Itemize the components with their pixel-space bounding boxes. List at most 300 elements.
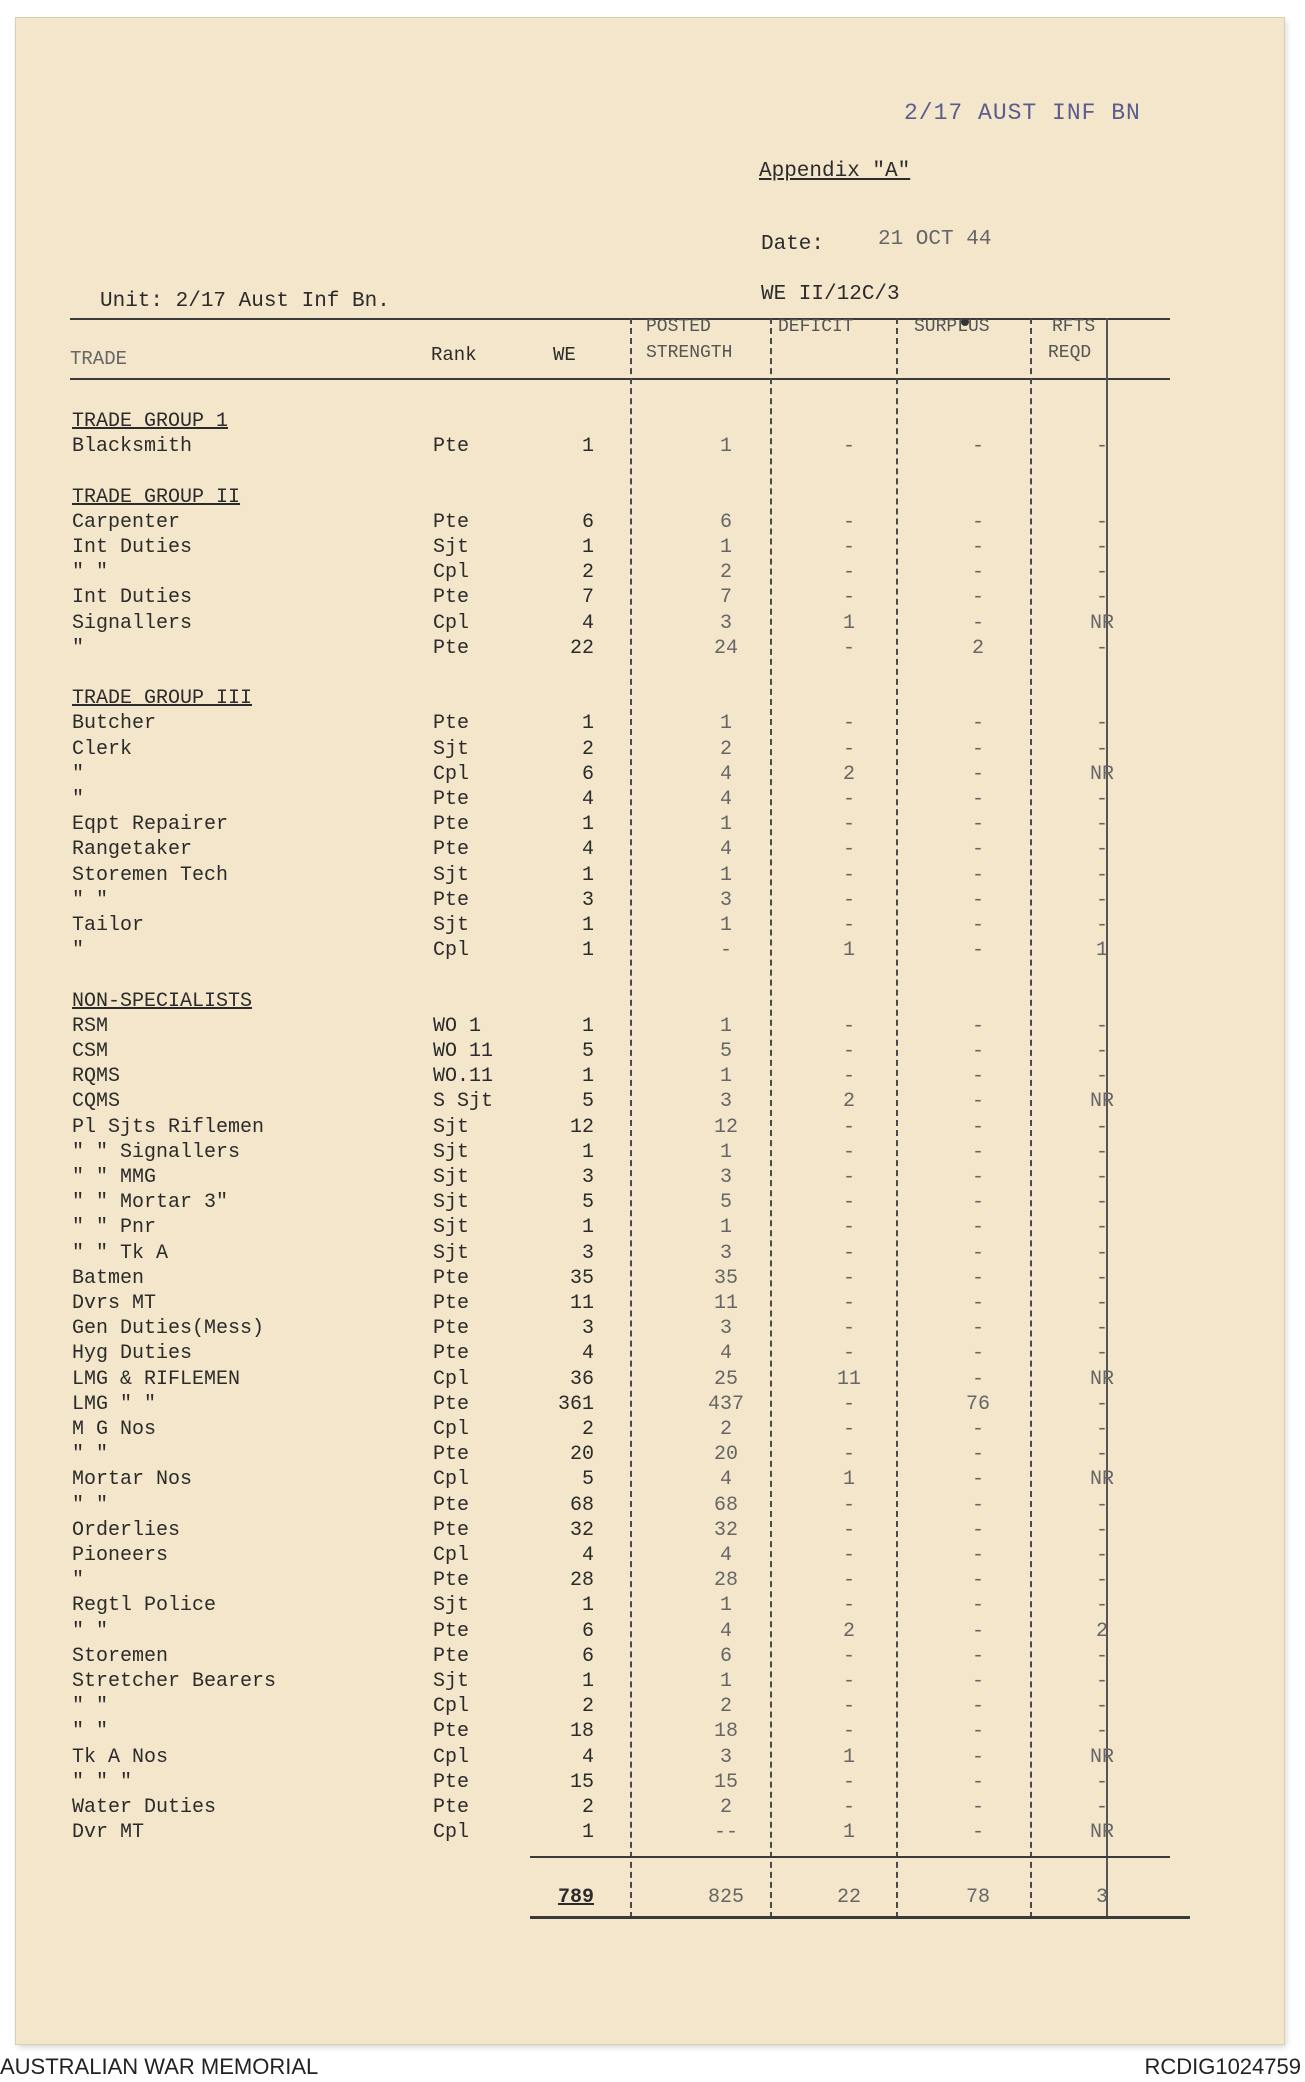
rank-cell: Cpl [433,1746,470,1769]
deficit-cell: - [842,1040,855,1063]
deficit-cell: - [842,1771,855,1794]
we-cell: 361 [557,1393,594,1416]
trade-cell: " " Signallers [72,1141,241,1164]
posted-strength-cell: 24 [713,637,738,660]
rank-cell: Cpl [433,1821,470,1844]
rank-cell: Pte [433,1494,470,1517]
surplus-cell: - [971,1191,984,1214]
rfts-reqd-cell: NR [1089,763,1114,786]
deficit-cell: 1 [842,612,855,635]
we-cell: 6 [581,511,594,534]
surplus-cell: - [971,838,984,861]
surplus-cell: - [971,435,984,458]
table-row [16,738,1284,762]
deficit-cell: - [842,1116,855,1139]
surplus-cell: - [971,1594,984,1617]
table-row [16,1746,1284,1770]
surplus-cell: - [971,1166,984,1189]
rank-cell: Pte [433,889,470,912]
rfts-reqd-cell: - [1095,813,1108,836]
posted-strength-cell: 3 [719,1166,732,1189]
header-posted-2: STRENGTH [646,343,733,363]
surplus-cell: - [971,1645,984,1668]
we-cell: 22 [569,637,594,660]
trade-cell: Hyg Duties [72,1342,193,1365]
posted-strength-cell: 1 [719,914,732,937]
rank-cell: WO 1 [433,1015,482,1038]
surplus-cell: - [971,1368,984,1391]
header-we: WE [553,344,576,366]
document-title: Appendix "A" [759,160,911,183]
table-row [16,1166,1284,1190]
rfts-reqd-cell: - [1095,1191,1108,1214]
posted-strength-cell: 3 [719,1242,732,1265]
rfts-reqd-cell: NR [1089,1821,1114,1844]
posted-strength-cell: 3 [719,1090,732,1113]
table-row [16,1267,1284,1291]
we-cell: 4 [581,612,594,635]
trade-cell: TRADE GROUP II [72,486,241,509]
we-cell: 35 [569,1267,594,1290]
posted-strength-cell: 1 [719,1015,732,1038]
posted-strength-cell: 1 [719,435,732,458]
trade-cell: " [72,788,85,811]
surplus-cell: - [971,1267,984,1290]
we-cell: 20 [569,1443,594,1466]
deficit-cell: - [842,1166,855,1189]
we-cell: 36 [569,1368,594,1391]
we-cell: 2 [581,561,594,584]
posted-strength-cell: 28 [713,1569,738,1592]
table-row [16,1796,1284,1820]
rfts-reqd-cell: - [1095,1418,1108,1441]
unit-name: Unit: 2/17 Aust Inf Bn. [100,290,390,313]
surplus-cell: - [971,1544,984,1567]
trade-cell: " " " [72,1771,133,1794]
table-row [16,1594,1284,1618]
deficit-cell: - [842,1645,855,1668]
deficit-cell: - [842,435,855,458]
rank-cell: Pte [433,1267,470,1290]
deficit-cell: - [842,1418,855,1441]
trade-cell: " [72,763,85,786]
rank-cell: Pte [433,838,470,861]
posted-strength-cell: -- [713,1821,738,1844]
rfts-reqd-cell: - [1095,1292,1108,1315]
rfts-reqd-cell: - [1095,1594,1108,1617]
deficit-cell: - [842,864,855,887]
posted-strength-cell: 2 [719,1695,732,1718]
surplus-cell: - [971,1292,984,1315]
rfts-reqd-cell: - [1095,1141,1108,1164]
table-row [16,1216,1284,1240]
trade-cell: " " Mortar 3" [72,1191,229,1214]
we-cell: 12 [569,1116,594,1139]
rank-cell: Pte [433,1317,470,1340]
posted-strength-cell: 32 [713,1519,738,1542]
we-cell: 3 [581,1317,594,1340]
we-cell: 32 [569,1519,594,1542]
surplus-cell: - [971,1670,984,1693]
we-cell: 1 [581,939,594,962]
deficit-cell: - [842,1216,855,1239]
posted-strength-cell: 25 [713,1368,738,1391]
footer-source: AUSTRALIAN WAR MEMORIAL [0,2054,319,2079]
table-row [16,1771,1284,1795]
we-cell: 68 [569,1494,594,1517]
trade-cell: TRADE GROUP III [72,687,253,710]
deficit-cell: 2 [842,1620,855,1643]
trade-cell: " " MMG [72,1166,157,1189]
trade-cell: TRADE GROUP 1 [72,410,229,433]
we-cell: 6 [581,1645,594,1668]
deficit-cell: 1 [842,939,855,962]
posted-strength-cell: - [719,939,732,962]
trade-cell: Storemen [72,1645,169,1668]
deficit-cell: - [842,1594,855,1617]
posted-strength-cell: 7 [719,586,732,609]
table-row [16,1292,1284,1316]
surplus-cell: - [971,561,984,584]
trade-cell: LMG " " [72,1393,157,1416]
total-we: 789 [557,1886,594,1909]
rfts-reqd-cell: - [1095,889,1108,912]
surplus-cell: - [971,1443,984,1466]
date-label: Date: [761,233,825,256]
posted-strength-cell: 1 [719,1141,732,1164]
table-row [16,637,1284,661]
surplus-cell: - [971,1090,984,1113]
surplus-cell: - [971,586,984,609]
trade-cell: " " [72,1695,109,1718]
posted-strength-cell: 4 [719,1468,732,1491]
rfts-reqd-cell: - [1095,1267,1108,1290]
deficit-cell: - [842,561,855,584]
posted-strength-cell: 20 [713,1443,738,1466]
rfts-reqd-cell: - [1095,838,1108,861]
posted-strength-cell: 4 [719,788,732,811]
surplus-cell: - [971,1116,984,1139]
table-row [16,1242,1284,1266]
we-cell: 1 [581,1065,594,1088]
we-cell: 5 [581,1090,594,1113]
trade-cell: M G Nos [72,1418,157,1441]
we-cell: 3 [581,889,594,912]
surplus-cell: - [971,1821,984,1844]
rfts-reqd-cell: - [1095,1166,1108,1189]
we-cell: 6 [581,763,594,786]
surplus-cell: - [971,1695,984,1718]
deficit-cell: - [842,1292,855,1315]
table-row [16,511,1284,535]
posted-strength-cell: 4 [719,1544,732,1567]
table-row [16,1695,1284,1719]
trade-cell: Stretcher Bearers [72,1670,277,1693]
rank-cell: WO.11 [433,1065,494,1088]
trade-cell: Signallers [72,612,193,635]
we-cell: 28 [569,1569,594,1592]
header-posted-1: POSTED [646,317,711,337]
unit-stamp: 2/17 AUST INF BN [904,100,1141,126]
posted-strength-cell: 2 [719,561,732,584]
rank-cell: Pte [433,712,470,735]
table-row [16,1645,1284,1669]
rank-cell: Cpl [433,763,470,786]
deficit-cell: - [842,1342,855,1365]
posted-strength-cell: 1 [719,1594,732,1617]
we-cell: 6 [581,1620,594,1643]
rank-cell: Sjt [433,914,470,937]
header-rfts-2: REQD [1048,343,1092,363]
we-cell: 3 [581,1166,594,1189]
we-cell: 4 [581,788,594,811]
rank-cell: Pte [433,1519,470,1542]
trade-cell: Batmen [72,1267,145,1290]
rfts-reqd-cell: - [1095,788,1108,811]
rfts-reqd-cell: - [1095,1670,1108,1693]
posted-strength-cell: 2 [719,1796,732,1819]
deficit-cell: 11 [836,1368,861,1391]
deficit-cell: 2 [842,763,855,786]
rfts-reqd-cell: - [1095,1695,1108,1718]
posted-strength-cell: 4 [719,838,732,861]
rank-cell: Pte [433,1443,470,1466]
deficit-cell: - [842,1065,855,1088]
we-cell: 18 [569,1720,594,1743]
rfts-reqd-cell: - [1095,1494,1108,1517]
we-cell: 1 [581,914,594,937]
group-heading-row [16,687,1284,711]
total-surplus: 78 [965,1886,990,1909]
posted-strength-cell: 437 [707,1393,744,1416]
surplus-cell: 76 [965,1393,990,1416]
we-cell: 5 [581,1191,594,1214]
we-cell: 1 [581,1821,594,1844]
table-row [16,914,1284,938]
spacer-row [16,460,1284,484]
we-cell: 2 [581,738,594,761]
rfts-reqd-cell: - [1095,712,1108,735]
table-row [16,1141,1284,1165]
table-row [16,838,1284,862]
rfts-reqd-cell: - [1095,1116,1108,1139]
table-row [16,1040,1284,1064]
trade-cell: Orderlies [72,1519,181,1542]
header-bottom-rule [70,378,1170,380]
we-cell: 5 [581,1040,594,1063]
rfts-reqd-cell: - [1095,1342,1108,1365]
table-row [16,1317,1284,1341]
deficit-cell: - [842,914,855,937]
rank-cell: Cpl [433,1695,470,1718]
rfts-reqd-cell: - [1095,1544,1108,1567]
posted-strength-cell: 3 [719,889,732,912]
header-top-rule [70,318,1170,320]
trade-cell: " " [72,561,109,584]
rank-cell: Sjt [433,536,470,559]
posted-strength-cell: 4 [719,1342,732,1365]
table-row [16,939,1284,963]
rfts-reqd-cell: - [1095,536,1108,559]
table-row [16,1065,1284,1089]
we-cell: 2 [581,1796,594,1819]
rfts-reqd-cell: NR [1089,1090,1114,1113]
deficit-cell: - [842,1670,855,1693]
we-cell: 1 [581,1594,594,1617]
posted-strength-cell: 6 [719,511,732,534]
posted-strength-cell: 68 [713,1494,738,1517]
posted-strength-cell: 18 [713,1720,738,1743]
footer-identifier: RCDIG1024759 [1144,2054,1301,2079]
we-cell: 15 [569,1771,594,1794]
trade-cell: " [72,637,85,660]
trade-cell: Dvr MT [72,1821,145,1844]
deficit-cell: - [842,788,855,811]
deficit-cell: - [842,889,855,912]
posted-strength-cell: 3 [719,1746,732,1769]
we-cell: 4 [581,1544,594,1567]
we-cell: 1 [581,1141,594,1164]
surplus-cell: - [971,1040,984,1063]
we-cell: 11 [569,1292,594,1315]
trade-cell: Mortar Nos [72,1468,193,1491]
posted-strength-cell: 4 [719,1620,732,1643]
posted-strength-cell: 5 [719,1040,732,1063]
deficit-cell: - [842,1720,855,1743]
surplus-cell: - [971,1342,984,1365]
trade-cell: Butcher [72,712,157,735]
table-row [16,1368,1284,1392]
table-row [16,586,1284,610]
surplus-cell: - [971,1620,984,1643]
rfts-reqd-cell: - [1095,1443,1108,1466]
spacer-row [16,662,1284,686]
deficit-cell: - [842,1519,855,1542]
surplus-cell: - [971,1746,984,1769]
posted-strength-cell: 3 [719,1317,732,1340]
table-row [16,1443,1284,1467]
rank-cell: Pte [433,1796,470,1819]
table-row [16,712,1284,736]
rank-cell: Pte [433,1620,470,1643]
trade-cell: Int Duties [72,536,193,559]
table-row [16,1468,1284,1492]
surplus-cell: - [971,1796,984,1819]
surplus-cell: - [971,813,984,836]
trade-cell: " " [72,1620,109,1643]
totals-row [16,1886,1284,1910]
deficit-cell: - [842,712,855,735]
trade-cell: Pioneers [72,1544,169,1567]
rank-cell: Pte [433,1771,470,1794]
rfts-reqd-cell: - [1095,435,1108,458]
totals-top-rule [530,1856,1170,1858]
rfts-reqd-cell: NR [1089,1368,1114,1391]
surplus-cell: - [971,1519,984,1542]
we-cell: 5 [581,1468,594,1491]
deficit-cell: - [842,1569,855,1592]
trade-cell: " [72,939,85,962]
surplus-cell: - [971,536,984,559]
surplus-cell: - [971,1065,984,1088]
table-row [16,1418,1284,1442]
posted-strength-cell: 1 [719,536,732,559]
we-cell: 2 [581,1695,594,1718]
trade-cell: " [72,1569,85,1592]
table-row [16,1569,1284,1593]
surplus-cell: - [971,788,984,811]
table-row [16,1544,1284,1568]
trade-cell: Regtl Police [72,1594,217,1617]
rfts-reqd-cell: - [1095,1720,1108,1743]
rank-cell: Pte [433,435,470,458]
total-posted: 825 [707,1886,744,1909]
deficit-cell: - [842,1544,855,1567]
table-row [16,536,1284,560]
we-cell: 7 [581,586,594,609]
posted-strength-cell: 15 [713,1771,738,1794]
trade-cell: NON-SPECIALISTS [72,990,253,1013]
surplus-cell: - [971,914,984,937]
trade-cell: " " [72,1443,109,1466]
surplus-cell: - [971,1468,984,1491]
table-row [16,435,1284,459]
group-heading-row [16,410,1284,434]
table-row [16,561,1284,585]
rfts-reqd-cell: - [1095,1519,1108,1542]
posted-strength-cell: 1 [719,1216,732,1239]
deficit-cell: - [842,1267,855,1290]
surplus-cell: - [971,1771,984,1794]
rank-cell: Cpl [433,1544,470,1567]
rank-cell: WO 11 [433,1040,494,1063]
rfts-reqd-cell: - [1095,1569,1108,1592]
table-row [16,1116,1284,1140]
surplus-cell: - [971,1141,984,1164]
total-deficit: 22 [836,1886,861,1909]
rfts-reqd-cell: - [1095,637,1108,660]
rfts-reqd-cell: - [1095,1317,1108,1340]
deficit-cell: - [842,1317,855,1340]
trade-cell: " " Tk A [72,1242,169,1265]
trade-cell: LMG & RIFLEMEN [72,1368,241,1391]
rank-cell: Pte [433,813,470,836]
rfts-reqd-cell: - [1095,1065,1108,1088]
deficit-cell: - [842,738,855,761]
we-cell: 3 [581,1242,594,1265]
rfts-reqd-cell: - [1095,1040,1108,1063]
we-cell: 1 [581,435,594,458]
rank-cell: Sjt [433,1594,470,1617]
table-row [16,813,1284,837]
table-row [16,1620,1284,1644]
table-row [16,864,1284,888]
we-cell: 4 [581,1746,594,1769]
rfts-reqd-cell: 2 [1095,1620,1108,1643]
trade-cell: " " [72,1720,109,1743]
rank-cell: Pte [433,788,470,811]
deficit-cell: 1 [842,1746,855,1769]
surplus-cell: - [971,1494,984,1517]
we-cell: 1 [581,536,594,559]
trade-cell: Rangetaker [72,838,193,861]
trade-cell: CQMS [72,1090,121,1113]
rfts-reqd-cell: - [1095,738,1108,761]
group-heading-row [16,486,1284,510]
rank-cell: Sjt [433,1670,470,1693]
deficit-cell: 1 [842,1468,855,1491]
surplus-cell: - [971,1015,984,1038]
